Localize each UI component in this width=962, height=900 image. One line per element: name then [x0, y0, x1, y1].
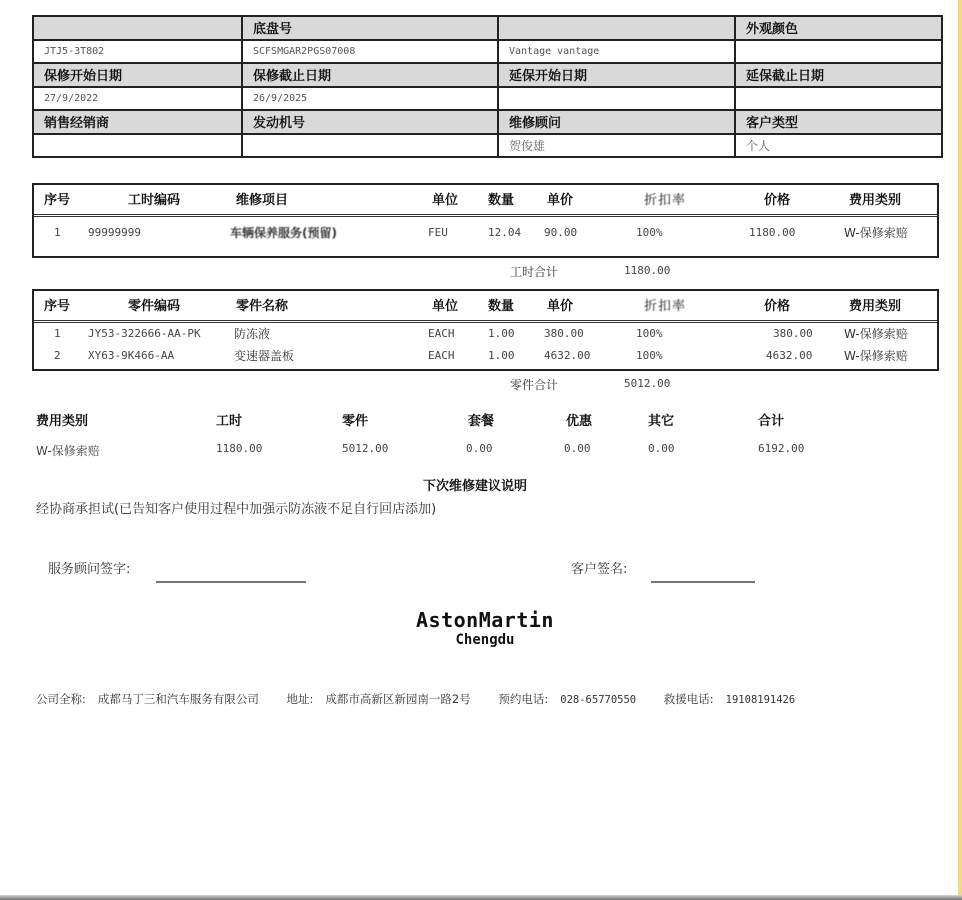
footer-address	[287, 692, 483, 706]
advice-text: 经协商承担试(已告知客户使用过程中加强示防冻液不足自行回店添加)	[36, 502, 437, 517]
info-value-ext-warranty-end	[735, 87, 942, 111]
brand-name: AstonMartin	[416, 608, 554, 632]
advice-title: 下次维修建议说明	[423, 479, 528, 494]
summary-value-package: 0.00	[466, 442, 493, 455]
labor-row-qty: 12.04	[488, 226, 522, 239]
parts-subtotal-label: 零件合计	[510, 378, 559, 392]
info-label-warranty-end: 保修截止日期	[242, 63, 498, 87]
parts-header-price: 单价	[547, 299, 574, 314]
brand-logo-text	[380, 608, 590, 648]
viewer-right-border	[958, 0, 962, 900]
footer-address-label: 地址:	[286, 692, 314, 706]
labor-header-qty: 数量	[488, 193, 515, 208]
labor-header-code: 工时编码	[128, 193, 181, 208]
info-label-blank	[33, 16, 242, 40]
info-label-service-advisor: 维修顾问	[498, 110, 735, 134]
customer-signature-label: 客户签名:	[571, 562, 628, 577]
labor-subtotal-value: 1180.00	[624, 264, 671, 277]
info-value-chassis-no: SCFSMGAR2PGS07008	[242, 40, 498, 64]
labor-header-ratio: 折扣率	[644, 193, 687, 208]
summary-value-other: 0.00	[648, 442, 675, 455]
parts-row-fee-type: W-保修索赔	[844, 327, 908, 341]
footer-rescue-label: 救援电话:	[663, 692, 714, 706]
labor-row-amount: 1180.00	[749, 226, 796, 239]
footer-address-value: 成都市高新区新园南一路2号	[325, 692, 471, 706]
parts-row-seq: 1	[54, 327, 61, 340]
footer-rescue-phone: 19108191426	[725, 694, 796, 706]
footer-booking-label: 预约电话:	[498, 692, 549, 706]
parts-row-price: 380.00	[544, 327, 584, 340]
labor-row-code: 99999999	[88, 226, 141, 239]
summary-value-total: 6192.00	[758, 442, 805, 455]
parts-row-qty: 1.00	[488, 349, 515, 362]
footer-company-label: 公司全称:	[36, 692, 86, 706]
brand-city: Chengdu	[455, 632, 515, 648]
labor-row-ratio: 100%	[636, 226, 663, 239]
parts-row-amount: 380.00	[773, 327, 813, 340]
advisor-signature-label: 服务顾问签字:	[48, 562, 131, 577]
info-value-row	[33, 134, 942, 158]
summary-header-labor: 工时	[216, 414, 243, 429]
labor-header-seq: 序号	[44, 193, 71, 208]
summary-value-parts: 5012.00	[342, 442, 389, 455]
parts-header-row	[34, 291, 937, 323]
summary-value-discount: 0.00	[564, 442, 591, 455]
parts-row-name: 防冻液	[234, 327, 271, 341]
footer-company	[36, 692, 271, 706]
labor-row-seq: 1	[54, 226, 61, 239]
parts-row-seq: 2	[54, 349, 61, 362]
parts-header-amount: 价格	[764, 299, 791, 314]
summary-header-discount: 优惠	[566, 414, 593, 429]
info-label-row	[33, 63, 942, 87]
parts-row-name: 变速器盖板	[234, 349, 295, 363]
summary-header-package: 套餐	[468, 414, 495, 429]
info-label-ext-warranty-end: 延保截止日期	[735, 63, 942, 87]
parts-row-price: 4632.00	[544, 349, 591, 362]
parts-header-ratio: 折扣率	[644, 299, 687, 314]
labor-subtotal-label: 工时合计	[510, 265, 559, 279]
parts-row	[34, 323, 937, 345]
labor-header-item: 维修项目	[236, 193, 289, 208]
labor-row	[34, 222, 937, 244]
parts-header-name: 零件名称	[236, 299, 289, 314]
info-label-warranty-start: 保修开始日期	[33, 63, 242, 87]
info-value-ext-warranty-start	[498, 87, 735, 111]
summary-header-other: 其它	[648, 414, 675, 429]
info-label-ext-warranty-start: 延保开始日期	[498, 63, 735, 87]
parts-row-unit: EACH	[428, 327, 455, 340]
labor-row-item: 车辆保养服务(预留)	[230, 226, 337, 240]
labor-row-price: 90.00	[544, 226, 578, 239]
info-value-warranty-end: 26/9/2025	[242, 87, 498, 111]
info-value-plate: JTJ5-3T802	[33, 40, 242, 64]
parts-row-qty: 1.00	[488, 327, 515, 340]
summary-header-fee-type: 费用类别	[36, 414, 89, 429]
footer-rescue	[664, 692, 807, 706]
summary-value-labor: 1180.00	[216, 442, 263, 455]
summary-value-fee-type: W-保修索赔	[36, 444, 100, 458]
parts-table	[32, 289, 939, 371]
parts-row-ratio: 100%	[636, 349, 663, 362]
parts-row-code: JY53-322666-AA-PK	[88, 327, 201, 340]
parts-header-qty: 数量	[488, 299, 515, 314]
info-value-engine-no	[242, 134, 498, 158]
customer-signature-line[interactable]	[651, 581, 755, 583]
info-label-sales-dealer: 销售经销商	[33, 110, 242, 134]
info-label-engine-no: 发动机号	[242, 110, 498, 134]
parts-row-fee-type: W-保修索赔	[844, 349, 908, 363]
info-value-warranty-start: 27/9/2022	[33, 87, 242, 111]
labor-header-amount: 价格	[764, 193, 791, 208]
parts-row-code: XY63-9K466-AA	[88, 349, 175, 362]
info-label-row	[33, 16, 942, 40]
labor-header-price: 单价	[547, 193, 574, 208]
info-label-row	[33, 110, 942, 134]
company-footer	[36, 691, 819, 707]
parts-row	[34, 345, 937, 367]
info-label-exterior-color: 外观颜色	[735, 16, 942, 40]
parts-header-code: 零件编码	[128, 299, 181, 314]
labor-row-unit: FEU	[428, 226, 448, 239]
viewer-bottom-border	[0, 895, 962, 900]
parts-row-ratio: 100%	[636, 327, 663, 340]
info-value-row	[33, 40, 942, 64]
vehicle-info-table	[32, 15, 943, 158]
footer-company-value: 成都马丁三和汽车服务有限公司	[97, 692, 259, 706]
labor-row-fee-type: W-保修索赔	[844, 226, 908, 240]
info-value-exterior-color	[735, 40, 942, 64]
parts-header-fee-type: 费用类别	[849, 299, 902, 314]
info-value-service-advisor: 贺俊雄	[498, 134, 735, 158]
footer-booking	[498, 692, 648, 706]
parts-row-unit: EACH	[428, 349, 455, 362]
footer-booking-phone: 028-65770550	[560, 694, 637, 706]
parts-subtotal	[510, 376, 671, 393]
summary-header-parts: 零件	[342, 414, 369, 429]
labor-header-fee-type: 费用类别	[849, 193, 902, 208]
info-value-model: Vantage vantage	[498, 40, 735, 64]
labor-subtotal	[510, 263, 671, 280]
labor-header-row	[34, 185, 937, 217]
info-value-row	[33, 87, 942, 111]
parts-header-unit: 单位	[432, 299, 459, 314]
advisor-signature-line[interactable]	[156, 581, 306, 583]
labor-table	[32, 183, 939, 258]
info-value-sales-dealer	[33, 134, 242, 158]
parts-subtotal-value: 5012.00	[624, 377, 671, 390]
parts-row-amount: 4632.00	[766, 349, 813, 362]
parts-header-seq: 序号	[44, 299, 71, 314]
labor-header-unit: 单位	[432, 193, 459, 208]
info-label-customer-type: 客户类型	[735, 110, 942, 134]
info-value-customer-type: 个人	[735, 134, 942, 158]
summary-header-total: 合计	[758, 414, 785, 429]
info-label-model	[498, 16, 735, 40]
info-label-chassis-no: 底盘号	[242, 16, 498, 40]
